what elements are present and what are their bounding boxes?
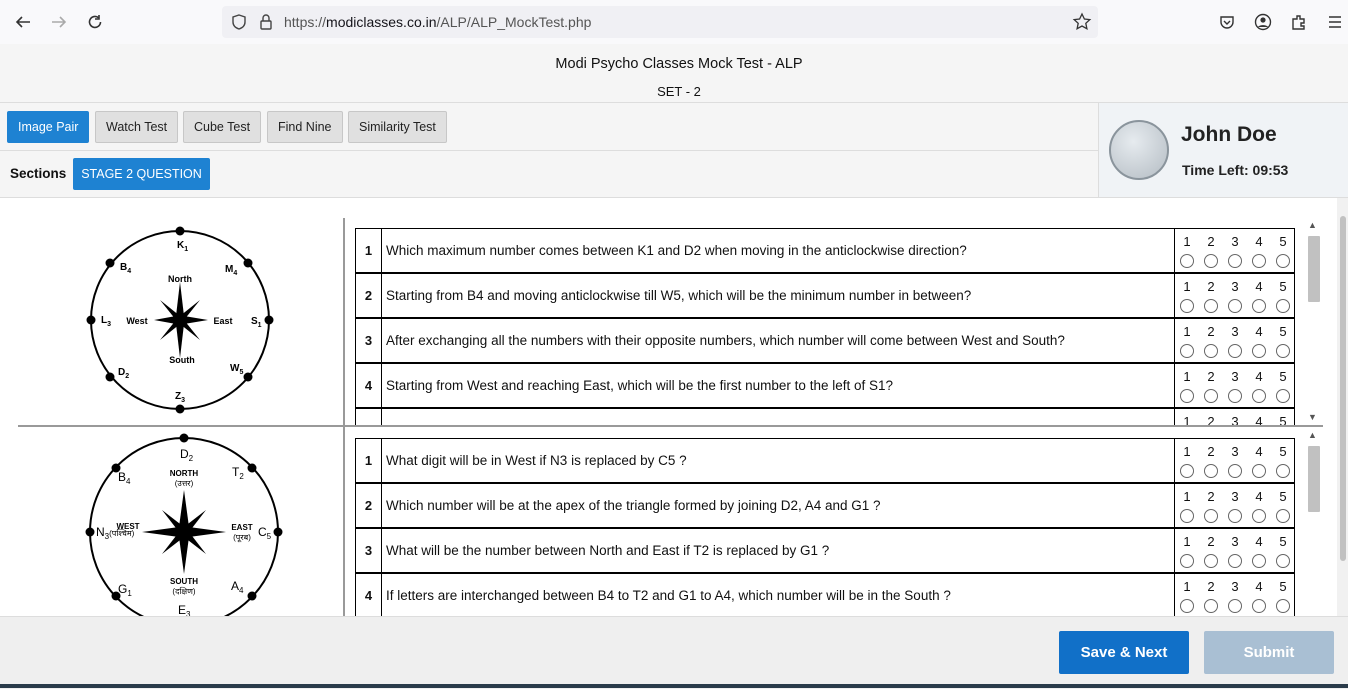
answer-option <box>1175 274 1199 317</box>
scroll-thumb[interactable] <box>1308 236 1320 302</box>
forward-icon[interactable] <box>48 11 70 33</box>
option-radio[interactable] <box>1204 464 1218 478</box>
option-number: 1 <box>1183 324 1191 339</box>
answer-option <box>1271 229 1295 272</box>
answer-option <box>1199 439 1223 482</box>
answer-option <box>1271 574 1295 616</box>
page-title: Modi Psycho Classes Mock Test - ALP <box>555 56 803 72</box>
answer-options <box>1174 319 1295 362</box>
answer-option <box>1199 274 1223 317</box>
question-number: 1 <box>356 229 382 272</box>
option-number: 3 <box>1231 444 1239 459</box>
answer-option <box>1199 364 1223 407</box>
option-radio[interactable] <box>1228 599 1242 613</box>
option-radio[interactable] <box>1276 299 1290 313</box>
answer-option <box>1223 229 1247 272</box>
question-text: Starting from B4 and moving anticlockwise till W5, which will be the minimum number in between? <box>386 288 972 303</box>
answer-option <box>1223 319 1247 362</box>
toolbar-divider <box>0 150 1098 151</box>
extensions-icon[interactable] <box>1289 12 1309 32</box>
answer-options <box>1174 364 1295 407</box>
option-number: 4 <box>1255 489 1263 504</box>
answer-option <box>1271 409 1295 425</box>
question-table-1 <box>355 228 1295 425</box>
option-number: 5 <box>1279 534 1287 549</box>
direction-south-hindi: (दक्षिण) <box>172 587 196 596</box>
answer-options <box>1174 274 1295 317</box>
label-bottom: $Z_3$ <box>175 391 186 404</box>
footer-bar <box>0 616 1348 689</box>
answer-option <box>1175 229 1199 272</box>
tab-cube-test[interactable]: Cube Test <box>183 111 261 143</box>
option-number: 4 <box>1255 444 1263 459</box>
save-next-button[interactable]: Save & Next <box>1059 631 1189 674</box>
tab-watch-test[interactable]: Watch Test <box>95 111 178 143</box>
candidate-profile <box>1099 103 1348 198</box>
direction-east: East <box>213 316 233 326</box>
direction-west: West <box>126 316 148 326</box>
option-number: 4 <box>1255 579 1263 594</box>
option-radio[interactable] <box>1228 464 1242 478</box>
direction-east-hindi: (पूरब) <box>233 533 251 542</box>
url-text[interactable]: https://modiclasses.co.in/ALP/ALP_MockTest.php <box>284 14 592 30</box>
option-number: 3 <box>1231 279 1239 294</box>
option-radio[interactable] <box>1180 389 1194 403</box>
option-number: 2 <box>1207 234 1215 249</box>
answer-option <box>1223 574 1247 616</box>
answer-option <box>1199 529 1223 572</box>
question-row <box>355 408 1295 425</box>
option-number: 5 <box>1279 489 1287 504</box>
address-bar[interactable] <box>222 6 1098 38</box>
option-radio[interactable] <box>1252 254 1266 268</box>
answer-options <box>1174 229 1295 272</box>
option-number: 4 <box>1255 534 1263 549</box>
option-number: 1 <box>1183 234 1191 249</box>
question-row <box>355 438 1295 483</box>
answer-option <box>1199 409 1223 425</box>
option-radio[interactable] <box>1252 389 1266 403</box>
option-number: 3 <box>1231 234 1239 249</box>
question-text: If letters are interchanged between B4 to T2 and G1 to A4, which number will be in the South ? <box>386 588 951 603</box>
avatar <box>1109 120 1169 180</box>
answer-options <box>1174 574 1295 616</box>
direction-west: WEST <box>116 522 140 531</box>
question-number: 3 <box>356 319 382 362</box>
shield-icon[interactable] <box>230 13 248 36</box>
label-bottom-right: $A_4$ <box>231 579 244 595</box>
answer-option <box>1223 364 1247 407</box>
time-left: Time Left: 09:53 <box>1182 162 1289 178</box>
option-radio[interactable] <box>1204 554 1218 568</box>
answer-option <box>1199 229 1223 272</box>
label-top-right: $M_4$ <box>225 264 238 277</box>
answer-option <box>1175 409 1199 425</box>
option-radio[interactable] <box>1228 509 1242 523</box>
option-number: 1 <box>1183 534 1191 549</box>
answer-option <box>1271 529 1295 572</box>
option-radio[interactable] <box>1252 509 1266 523</box>
back-icon[interactable] <box>12 11 34 33</box>
option-radio[interactable] <box>1228 299 1242 313</box>
label-right: $C_5$ <box>258 525 272 541</box>
question-table-1-scrollbar[interactable] <box>1305 218 1323 425</box>
answer-option <box>1175 319 1199 362</box>
sections-label: Sections <box>10 166 67 181</box>
answer-option <box>1247 574 1271 616</box>
answer-option <box>1199 484 1223 527</box>
star-icon[interactable] <box>1072 12 1092 37</box>
option-radio[interactable] <box>1228 554 1242 568</box>
option-radio[interactable] <box>1180 509 1194 523</box>
answer-option <box>1175 364 1199 407</box>
option-radio[interactable] <box>1180 299 1194 313</box>
option-number: 3 <box>1231 579 1239 594</box>
label-bottom-right: $W_5$ <box>230 363 244 376</box>
question-row <box>355 483 1295 528</box>
answer-option <box>1271 484 1295 527</box>
answer-option <box>1247 319 1271 362</box>
option-radio[interactable] <box>1180 554 1194 568</box>
direction-north: NORTH <box>169 469 199 478</box>
option-number: 5 <box>1279 369 1287 384</box>
pocket-icon[interactable] <box>1217 12 1237 32</box>
option-radio[interactable] <box>1180 254 1194 268</box>
answer-option <box>1247 409 1271 425</box>
option-number: 2 <box>1207 444 1215 459</box>
question-text: What digit will be in West if N3 is replaced by C5 ? <box>386 453 687 468</box>
option-radio[interactable] <box>1276 509 1290 523</box>
option-number: 4 <box>1255 279 1263 294</box>
option-number: 4 <box>1255 324 1263 339</box>
option-number: 2 <box>1207 534 1215 549</box>
question-row <box>355 528 1295 573</box>
answer-option <box>1271 319 1295 362</box>
question-row <box>355 318 1295 363</box>
option-number: 3 <box>1231 414 1239 425</box>
label-top-left: $B_4$ <box>120 262 132 275</box>
label-bottom-left: $G_1$ <box>118 582 132 598</box>
question-table-2 <box>355 438 1295 616</box>
compass-figure-1 <box>80 220 280 420</box>
option-number: 2 <box>1207 414 1215 425</box>
question-row <box>355 273 1295 318</box>
answer-options <box>1174 409 1295 425</box>
direction-east: EAST <box>231 523 253 532</box>
compass-figure-2 <box>80 430 290 616</box>
page-header <box>0 44 1348 103</box>
question-number <box>356 409 382 425</box>
option-radio[interactable] <box>1180 344 1194 358</box>
option-radio[interactable] <box>1276 464 1290 478</box>
candidate-name: John Doe <box>1181 123 1277 146</box>
question-number: 2 <box>356 484 382 527</box>
answer-options <box>1174 484 1295 527</box>
option-number: 2 <box>1207 489 1215 504</box>
direction-south: SOUTH <box>170 577 198 586</box>
option-radio[interactable] <box>1204 509 1218 523</box>
answer-option <box>1247 529 1271 572</box>
option-radio[interactable] <box>1252 554 1266 568</box>
question-number: 3 <box>356 529 382 572</box>
question-number: 4 <box>356 574 382 616</box>
option-number: 3 <box>1231 534 1239 549</box>
answer-option <box>1271 364 1295 407</box>
question-number: 4 <box>356 364 382 407</box>
question-text: What will be the number between North and East if T2 is replaced by G1 ? <box>386 543 830 558</box>
answer-option <box>1223 529 1247 572</box>
option-number: 2 <box>1207 279 1215 294</box>
label-top-left: $B_4$ <box>118 470 131 486</box>
set-label: SET - 2 <box>657 84 701 99</box>
direction-north-hindi: (उत्तर) <box>174 479 194 488</box>
label-top: $K_1$ <box>177 240 189 253</box>
option-number: 5 <box>1279 414 1287 425</box>
menu-icon[interactable] <box>1325 12 1345 32</box>
question-row <box>355 228 1295 273</box>
option-number: 2 <box>1207 324 1215 339</box>
figure-divider <box>343 218 345 616</box>
answer-option <box>1223 484 1247 527</box>
direction-south: South <box>169 355 195 365</box>
option-radio[interactable] <box>1276 344 1290 358</box>
option-number: 1 <box>1183 579 1191 594</box>
option-number: 1 <box>1183 489 1191 504</box>
option-number: 5 <box>1279 444 1287 459</box>
label-top: $D_2$ <box>180 447 194 463</box>
reload-icon[interactable] <box>84 11 106 33</box>
tab-image-pair[interactable]: Image Pair <box>7 111 89 143</box>
answer-option <box>1175 574 1199 616</box>
test-toolbar <box>0 103 1099 198</box>
answer-option <box>1175 439 1199 482</box>
option-radio[interactable] <box>1204 389 1218 403</box>
label-top-right: $T_2$ <box>232 465 244 481</box>
question-text: Which number will be at the apex of the triangle formed by joining D2, A4 and G1 ? <box>386 498 881 513</box>
question-area <box>0 198 1348 616</box>
option-radio[interactable] <box>1228 344 1242 358</box>
answer-options <box>1174 439 1295 482</box>
question-text: After exchanging all the numbers with their opposite numbers, which number will come between West and South? <box>386 333 1065 348</box>
answer-option <box>1247 364 1271 407</box>
question-text: Which maximum number comes between K1 and D2 when moving in the anticlockwise direction? <box>386 243 967 258</box>
option-radio[interactable] <box>1180 464 1194 478</box>
answer-option <box>1247 274 1271 317</box>
question-row <box>355 363 1295 408</box>
option-radio[interactable] <box>1276 599 1290 613</box>
option-radio[interactable] <box>1252 464 1266 478</box>
answer-option <box>1223 409 1247 425</box>
stage-2-question-button[interactable]: STAGE 2 QUESTION <box>73 158 210 190</box>
option-radio[interactable] <box>1204 599 1218 613</box>
label-bottom-left: $D_2$ <box>118 367 130 380</box>
option-number: 1 <box>1183 444 1191 459</box>
option-radio[interactable] <box>1276 554 1290 568</box>
option-radio[interactable] <box>1204 344 1218 358</box>
option-number: 5 <box>1279 279 1287 294</box>
page-scrollbar[interactable] <box>1337 198 1348 616</box>
option-number: 5 <box>1279 234 1287 249</box>
scroll-thumb[interactable] <box>1308 446 1320 512</box>
answer-options <box>1174 529 1295 572</box>
option-radio[interactable] <box>1204 254 1218 268</box>
option-radio[interactable] <box>1204 299 1218 313</box>
answer-option <box>1199 574 1223 616</box>
direction-north: North <box>168 274 192 284</box>
option-number: 1 <box>1183 279 1191 294</box>
option-radio[interactable] <box>1180 599 1194 613</box>
question-number: 1 <box>356 439 382 482</box>
question-row <box>355 573 1295 616</box>
answer-option <box>1271 439 1295 482</box>
answer-option <box>1175 484 1199 527</box>
option-number: 4 <box>1255 369 1263 384</box>
taskbar-strip <box>0 684 1348 688</box>
answer-option <box>1175 529 1199 572</box>
label-right: $S_1$ <box>251 316 262 329</box>
question-number: 2 <box>356 274 382 317</box>
option-number: 3 <box>1231 369 1239 384</box>
answer-option <box>1247 484 1271 527</box>
option-number: 1 <box>1183 414 1191 425</box>
question-table-2-scrollbar[interactable] <box>1305 428 1323 616</box>
answer-option <box>1223 439 1247 482</box>
option-number: 5 <box>1279 579 1287 594</box>
answer-option <box>1247 439 1271 482</box>
label-left: $N_3^{(पश्चिम)}$ <box>96 525 135 541</box>
submit-button[interactable]: Submit <box>1204 631 1334 674</box>
option-number: 3 <box>1231 324 1239 339</box>
answer-option <box>1223 274 1247 317</box>
question-set-divider <box>18 425 1323 427</box>
option-number: 2 <box>1207 579 1215 594</box>
option-radio[interactable] <box>1228 389 1242 403</box>
option-number: 5 <box>1279 324 1287 339</box>
answer-option <box>1199 319 1223 362</box>
tab-find-nine[interactable]: Find Nine <box>267 111 343 143</box>
option-radio[interactable] <box>1252 344 1266 358</box>
option-radio[interactable] <box>1276 254 1290 268</box>
option-radio[interactable] <box>1252 299 1266 313</box>
option-number: 4 <box>1255 414 1263 425</box>
account-icon[interactable] <box>1253 12 1273 32</box>
scroll-down-icon[interactable]: ▼ <box>1308 412 1317 422</box>
answer-option <box>1271 274 1295 317</box>
tab-similarity-test[interactable]: Similarity Test <box>348 111 447 143</box>
option-radio[interactable] <box>1252 599 1266 613</box>
option-number: 1 <box>1183 369 1191 384</box>
label-bottom: $E_3$ <box>178 603 191 616</box>
option-radio[interactable] <box>1276 389 1290 403</box>
answer-option <box>1247 229 1271 272</box>
browser-toolbar <box>0 0 1348 45</box>
page-scroll-thumb[interactable] <box>1340 216 1346 561</box>
option-number: 2 <box>1207 369 1215 384</box>
option-radio[interactable] <box>1228 254 1242 268</box>
option-number: 4 <box>1255 234 1263 249</box>
scroll-up-icon[interactable]: ▲ <box>1308 430 1317 440</box>
lock-icon[interactable] <box>258 13 274 36</box>
label-left: $L_3$ <box>101 315 112 328</box>
question-text: Starting from West and reaching East, which will be the first number to the left of S1? <box>386 378 893 393</box>
scroll-up-icon[interactable]: ▲ <box>1308 220 1317 230</box>
option-number: 3 <box>1231 489 1239 504</box>
